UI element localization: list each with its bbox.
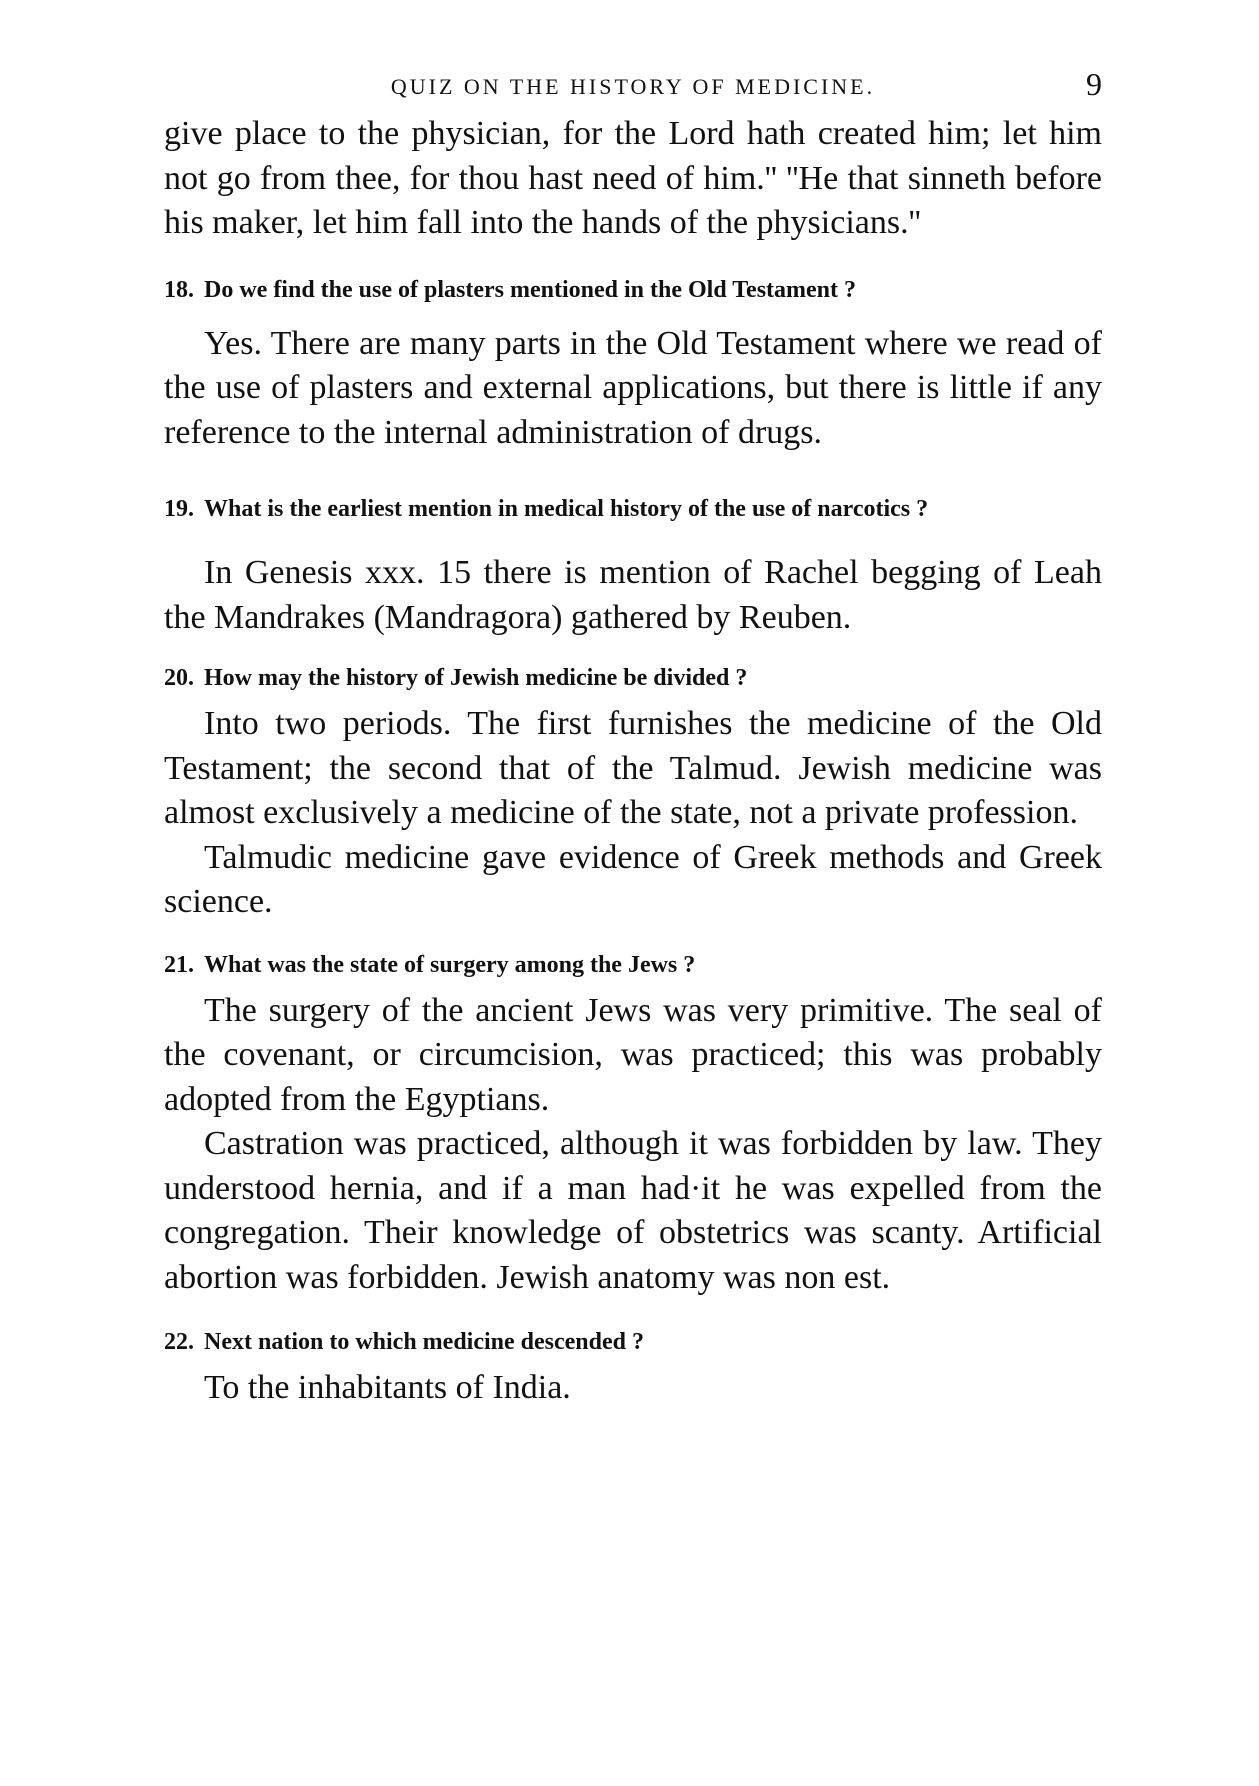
page-number: 9: [1086, 66, 1102, 102]
question-text: What is the earliest mention in medical history of the use of narcotics ?: [204, 496, 929, 522]
answer-20: Into two periods. The first furnishes the medicine of the Old Testament; the second that of the Talmud. Jewish medicine was almost exclusively a medicine of the state, not a private profession.: [164, 705, 1102, 831]
answer-18: Yes. There are many parts in the Old Testament where we read of the use of plasters and external applications, but there is little if any reference to the internal administration of drugs.: [164, 324, 1102, 451]
question-text: Next nation to which medicine descended ?: [204, 1329, 644, 1355]
question-22: [164, 1320, 1102, 1364]
answer-22: To the inhabitants of India.: [204, 1369, 571, 1406]
answer-19: In Genesis xxx. 15 there is mention of Rachel begging of Leah the Mandrakes (Mandragora) gathered by Reuben.: [164, 554, 1102, 636]
book-page: [164, 60, 1102, 1411]
question-text: What was the state of surgery among the Jews ?: [204, 951, 696, 978]
question-21: [164, 943, 1102, 987]
answer-21-continued: Castration was practiced, although it was forbidden by law. They understood hernia, and if a man had·it he was expelled from the congregation. Their knowledge of obstetrics was scanty. Artificial abortion was forbidden. Jewish anatomy was non est.: [164, 1125, 1102, 1296]
question-number: 22.: [164, 1329, 194, 1355]
continuation-paragraph: give place to the physician, for the Lord hath created him; let him not go from thee, for thou hast need of him.'' ''He that sinneth before his maker, let him fall into the hands of the physicians.'': [164, 115, 1102, 241]
question-number: 21.: [164, 951, 194, 978]
answer-21: The surgery of the ancient Jews was very primitive. The seal of the covenant, or circumcision, was practiced; this was probably adopted from the Egyptians.: [164, 991, 1102, 1118]
question-text: How may the history of Jewish medicine be divided ?: [204, 665, 748, 691]
question-number: 20.: [164, 665, 194, 691]
answer-20-continued: Talmudic medicine gave evidence of Greek methods and Greek science.: [164, 838, 1102, 920]
question-number: 18.: [164, 276, 194, 303]
question-number: 19.: [164, 496, 194, 522]
question-text: Do we find the use of plasters mentioned in the Old Testament ?: [204, 276, 857, 303]
running-title: QUIZ ON THE HISTORY OF MEDICINE.: [390, 74, 876, 99]
question-18: [164, 268, 1102, 312]
question-20: [164, 656, 1102, 700]
question-19: [164, 487, 1102, 531]
page-header: [164, 60, 1102, 112]
